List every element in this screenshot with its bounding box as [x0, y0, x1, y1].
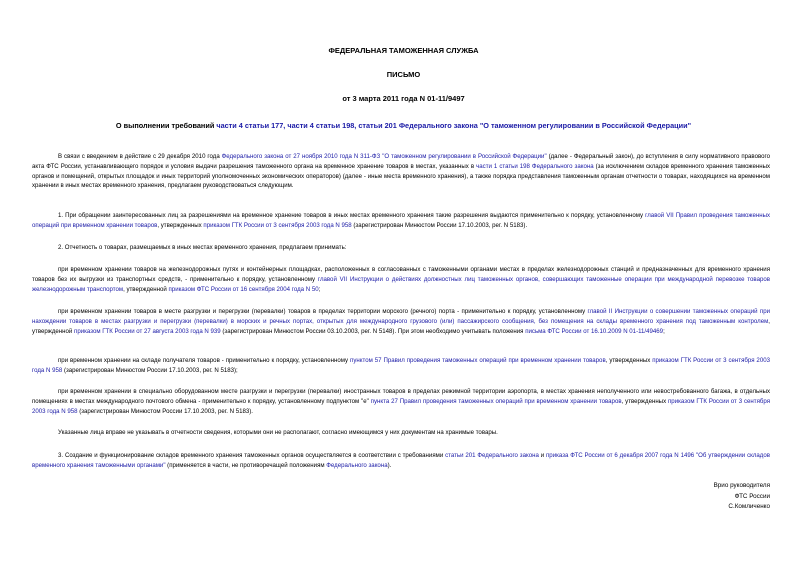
link-article-198[interactable]: части 1 статьи 198 Федерального закона — [476, 162, 594, 170]
paragraph-text: при временном хранении на складе получателя товаров - применительно к порядку, установленному — [58, 357, 351, 364]
link-chapter-2-instruction[interactable]: главой II Инструкции о совершении таможенных операций при нахождении товаров в местах разгрузки и перегрузки (перевалки) в морских и речных портах, открытых для международного грузового (или) пассажирского сообщения, без помещения на склады временного хранения под таможенным контролем — [32, 308, 770, 325]
paragraph-text: (далее - Федеральный закон), до вступления в силу нормативного правового акта ФТС России, устанавливающего порядок и условия выдачи разрешения таможенного органа на временное хранение товаров в местах, указанных в — [32, 153, 771, 170]
paragraph-text: (зарегистрирован Минюстом России 17.10.2003, рег. N 5183). — [351, 221, 528, 229]
paragraph-recipient-warehouse — [32, 356, 770, 376]
paragraph-text: В связи с введением в действие с 29 декабря 2010 года — [58, 153, 222, 160]
paragraph-airport — [32, 387, 770, 416]
paragraph-text: ; — [663, 327, 665, 335]
document-type: ПИСЬМО — [386, 70, 421, 79]
link-order-939[interactable]: приказом ГТК России от 27 августа 2003 года N 939 — [74, 327, 221, 335]
link-federal-law-311[interactable]: Федерального закона от 27 ноября 2010 года N 311-ФЗ "О таможенном регулировании в Российской Федерации" — [221, 153, 547, 160]
paragraph-text: (зарегистрирован Минюстом России 17.10.2003, рег. N 5183). — [77, 407, 253, 415]
paragraph-text: ; — [318, 285, 321, 293]
paragraph-text: (зарегистрирован Минюстом России 03.10.2003, рег. N 5148). При этом необходимо учитывать положения — [220, 327, 526, 335]
link-order-1496[interactable]: приказа ФТС России от 6 декабря 2007 года N 1496 "Об утверждении складов временного хранения таможенными органами" — [32, 452, 770, 469]
subject-prefix: О выполнении требований — [115, 121, 217, 130]
paragraph-text: (зарегистрирован Минюстом России 17.10.2003, рег. N 5183); — [62, 366, 238, 374]
paragraph-text: при временном хранении в специально оборудованном месте разгрузки и перегрузки (перевалки) иностранных товаров в пределах режимной территории аэропорта, в местах хранения неполученного или невостребованного багажа, в отдельных помещениях в местах международного почтового обмена - применительно к порядку, установленному подпунктом "е" — [32, 388, 770, 405]
signature-organization: ФТС России — [734, 492, 770, 500]
paragraph-text: и — [538, 452, 546, 459]
signature-position: Врио руководителя — [713, 482, 770, 489]
document-date-number: от 3 марта 2011 года N 01-11/9497 — [342, 94, 465, 103]
paragraph-text: (за исключением складов временного хранения таможенных органов и помещений, открытых площадок и иных территорий уполномоченных экономических операторов) (далее - иные места временного хранения), а также порядка представления таможенным органам отчетности о товарах, находящихся на временном хранении в иных местах временного хранения, предлагаем руководствоваться следующим. — [32, 162, 771, 190]
paragraph-text: при временном хранении товаров на железнодорожных путях и контейнерных площадках, расположенных в согласованных с таможенными органами местах в пределах железнодорожных станций и предназначенных для временного хранения товаров без их выгрузки из транспортных средств, - применительно к порядку, установленному — [32, 266, 770, 283]
link-item-27-rules[interactable]: пункта 27 Правил проведения таможенных операций при временном хранении товаров — [370, 397, 622, 405]
paragraph-text: , утвержденных — [605, 357, 653, 364]
link-chapter-7-rules[interactable]: главой VII Правил проведения таможенных операций при временном хранении товаров — [32, 212, 770, 229]
link-chapter-7-instruction[interactable]: главой VII Инструкции о действиях должностных лиц таможенных органов, совершающих таможенные операции при международной перевозке товаров железнодорожным транспортом — [32, 275, 770, 293]
document-subject — [20, 121, 787, 131]
paragraph-text: Указанные лица вправе не указывать в отчетности сведения, которыми они не располагают, согласно имеющимся у них документам на хранимые товары. — [58, 429, 498, 436]
paragraph-text: , утвержденных — [157, 221, 204, 229]
paragraph-text: , утвержденных — [621, 397, 668, 405]
paragraph-item-1 — [32, 211, 770, 231]
paragraph-intro — [32, 152, 770, 191]
link-federal-law[interactable]: Федерального закона — [326, 461, 388, 469]
link-order-958[interactable]: приказом ГТК России от 3 сентября 2003 года N 958 — [32, 397, 770, 415]
paragraph-text: ). — [387, 461, 392, 469]
link-item-57-rules[interactable]: пунктом 57 Правил проведения таможенных операций при временном хранении товаров — [350, 357, 606, 364]
paragraph-item-2 — [32, 243, 770, 253]
link-article-201[interactable]: статьи 201 Федерального закона — [445, 452, 539, 459]
agency-title: ФЕДЕРАЛЬНАЯ ТАМОЖЕННАЯ СЛУЖБА — [328, 46, 479, 55]
paragraph-text: при временном хранении товаров в месте разгрузки и перегрузки (перевалки) товаров в пределах территории морского (речного) порта - применительно к порядку, установленному — [58, 308, 588, 315]
signature-name: С.Комличенко — [728, 503, 770, 510]
paragraph-text: (применяется в части, не противоречащей положениям — [165, 461, 327, 469]
link-order-958[interactable]: приказом ГТК России от 3 сентября 2003 года N 958 — [32, 357, 770, 374]
paragraph-item-3 — [32, 451, 770, 471]
paragraph-text: , утвержденной — [32, 317, 770, 335]
signature-block — [714, 481, 770, 513]
link-order-958[interactable]: приказом ГТК России от 3 сентября 2003 года N 958 — [203, 221, 352, 229]
paragraph-text: , утвержденной — [123, 285, 169, 293]
link-order-50[interactable]: приказом ФТС России от 16 сентября 2004 года N 50 — [168, 285, 319, 293]
paragraph-reporting-note — [32, 428, 770, 438]
paragraph-text: 3. Создание и функционирование складов временного хранения таможенных органов осуществляется в соответствии с требованиями — [58, 452, 446, 459]
paragraph-text: 2. Отчетность о товарах, размещаемых в иных местах временного хранения, предлагаем принимать: — [58, 244, 347, 251]
paragraph-text: 1. При обращении заинтересованных лиц за разрешениями на временное хранение товаров в иных местах временного хранения такие разрешения выдаются применительно к порядку, установленному — [58, 212, 646, 219]
paragraph-railway — [32, 265, 770, 294]
link-letter-49469[interactable]: письма ФТС России от 16.10.2009 N 01-11/49469 — [525, 327, 664, 335]
paragraph-port — [32, 307, 770, 336]
subject-law-link[interactable]: части 4 статьи 177, части 4 статьи 198, статьи 201 Федерального закона "О таможенном регулировании в Российской Федерации" — [216, 121, 692, 130]
